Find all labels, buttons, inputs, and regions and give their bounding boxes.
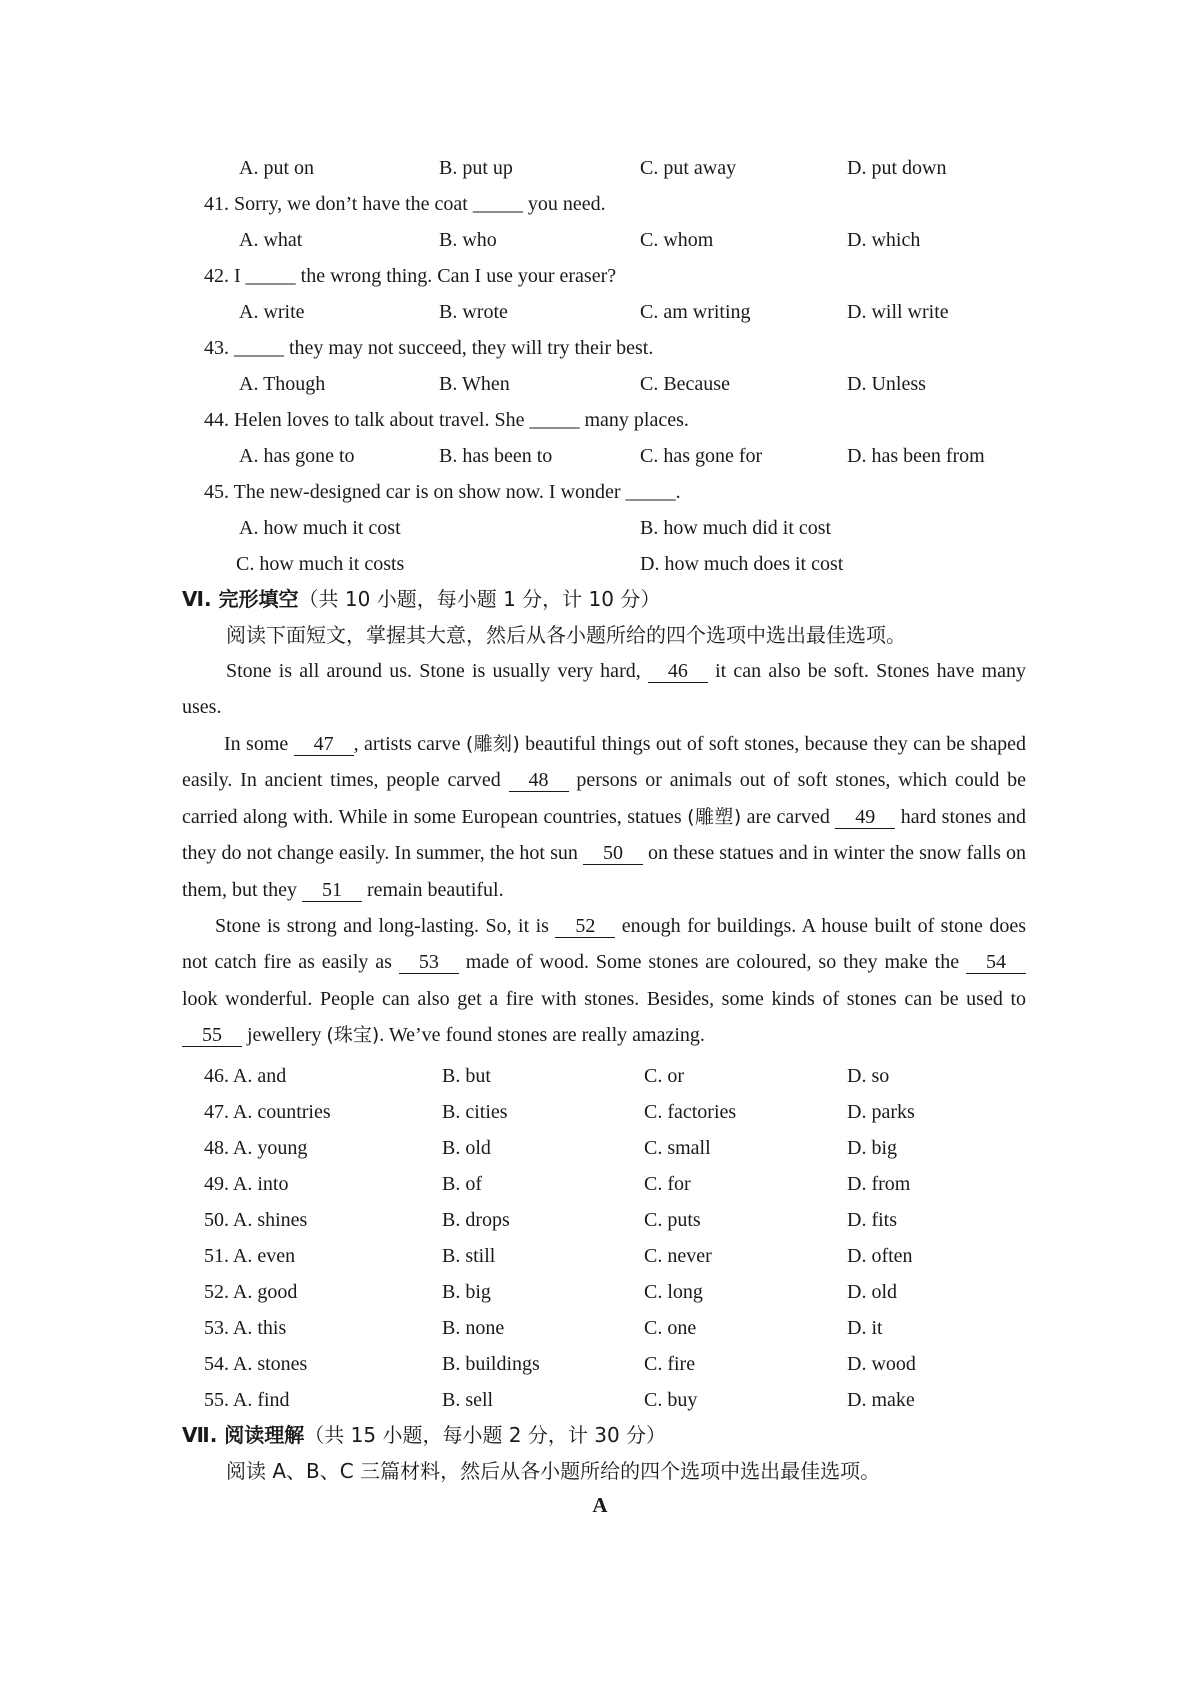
gloss-statue: (雕塑): [687, 805, 742, 828]
option: C. long: [644, 1281, 703, 1303]
option: D. which: [847, 229, 921, 251]
section-title: Ⅵ. 完形填空: [182, 587, 299, 611]
option: B. who: [439, 229, 497, 251]
q43-options: [0, 369, 1200, 399]
option: C. buy: [644, 1389, 698, 1411]
cloze-question-55: [0, 1385, 1200, 1415]
section-scoring: （共 10 小题，每小题 1 分，计 10 分）: [298, 587, 661, 611]
option: B. When: [439, 373, 510, 395]
option: B. but: [442, 1065, 491, 1087]
option: B. wrote: [439, 301, 508, 323]
q40-options: [0, 153, 1200, 183]
blank-50: 50: [583, 842, 643, 865]
option: C. put away: [640, 157, 737, 179]
option: C. how much it costs: [236, 553, 405, 575]
section-instruction: 阅读 A、B、C 三篇材料，然后从各小题所给的四个选项中选出最佳选项。: [226, 1459, 881, 1483]
cloze-question-48: [0, 1133, 1200, 1163]
cloze-question-49: [0, 1169, 1200, 1199]
option: D. often: [847, 1245, 913, 1267]
blank-52: 52: [555, 915, 615, 938]
option: A. how much it cost: [239, 517, 401, 539]
q45-stem-row: [0, 477, 1200, 507]
cloze-question-46: [0, 1061, 1200, 1091]
blank-47: 47: [294, 733, 354, 756]
option: D. from: [847, 1173, 911, 1195]
option: C. one: [644, 1317, 697, 1339]
question-stem: 41. Sorry, we don’t have the coat _____ you need.: [204, 193, 606, 215]
option: D. will write: [847, 301, 949, 323]
question-stem: 45. The new-designed car is on show now. I wonder _____.: [204, 481, 681, 503]
section-6-heading: [0, 584, 1200, 614]
gloss-jewellery: (珠宝): [326, 1024, 380, 1047]
passage-paragraph-3: [182, 908, 1026, 1054]
q45-options-row1: [0, 513, 1200, 543]
passage-text: are carved: [741, 805, 836, 828]
cloze-question-52: [0, 1277, 1200, 1307]
option: C. has gone for: [640, 445, 763, 467]
option: B. big: [442, 1281, 491, 1303]
passage-text: . We’ve found stones are really amazing.: [379, 1024, 705, 1047]
option: 55. A. find: [204, 1389, 290, 1411]
option: D. it: [847, 1317, 883, 1339]
reading-part-label: A: [592, 1493, 608, 1517]
section-scoring: （共 15 小题，每小题 2 分，计 30 分）: [304, 1423, 667, 1447]
q45-options-row2: [0, 549, 1200, 579]
option: B. buildings: [442, 1353, 540, 1375]
option: A. has gone to: [239, 445, 355, 467]
blank-54: 54: [966, 951, 1026, 974]
option: B. put up: [439, 157, 513, 179]
q42-stem-row: [0, 261, 1200, 291]
option: A. put on: [239, 157, 314, 179]
question-stem: 44. Helen loves to talk about travel. She _____ many places.: [204, 409, 689, 431]
option: 53. A. this: [204, 1317, 287, 1339]
option: B. cities: [442, 1101, 508, 1123]
section-instruction: 阅读下面短文，掌握其大意，然后从各小题所给的四个选项中选出最佳选项。: [226, 623, 906, 647]
q41-stem-row: [0, 189, 1200, 219]
passage-text: look wonderful. People can also get a fire with stones. Besides, some kinds of stones can be used to: [182, 987, 1026, 1010]
section-6-instruction-row: [0, 620, 1200, 650]
option: B. none: [442, 1317, 505, 1339]
option: B. of: [442, 1173, 482, 1195]
option: 50. A. shines: [204, 1209, 308, 1231]
question-stem: 42. I _____ the wrong thing. Can I use your eraser?: [204, 265, 617, 287]
section-7-heading: [0, 1420, 1200, 1450]
option: C. factories: [644, 1101, 737, 1123]
option: 47. A. countries: [204, 1101, 331, 1123]
q41-options: [0, 225, 1200, 255]
option: C. whom: [640, 229, 714, 251]
option: A. write: [239, 301, 305, 323]
cloze-question-53: [0, 1313, 1200, 1343]
passage-text: Stone is strong and long-lasting. So, it is: [215, 915, 556, 937]
blank-49: 49: [835, 806, 895, 829]
section-7-instruction-row: [0, 1456, 1200, 1486]
option: 46. A. and: [204, 1065, 287, 1087]
cloze-question-50: [0, 1205, 1200, 1235]
option: D. make: [847, 1389, 915, 1411]
option: D. fits: [847, 1209, 897, 1231]
option: D. wood: [847, 1353, 916, 1375]
option: D. how much does it cost: [640, 553, 844, 575]
passage-text: hard stones and they do not change easily. In summer, the hot sun: [182, 805, 1026, 865]
option: B. drops: [442, 1209, 510, 1231]
blank-55: 55: [182, 1024, 242, 1047]
option: C. for: [644, 1173, 691, 1195]
option: B. has been to: [439, 445, 553, 467]
option: C. Because: [640, 373, 730, 395]
option: 52. A. good: [204, 1281, 298, 1303]
passage-text: Stone is all around us. Stone is usually very hard,: [226, 660, 648, 682]
option: 48. A. young: [204, 1137, 308, 1159]
option: 49. A. into: [204, 1173, 289, 1195]
option: D. old: [847, 1281, 897, 1303]
option: C. never: [644, 1245, 712, 1267]
passage-text: it can also be soft. Stones have many uses.: [182, 660, 1026, 719]
cloze-question-54: [0, 1349, 1200, 1379]
q42-options: [0, 297, 1200, 327]
section-title: Ⅶ. 阅读理解: [182, 1423, 305, 1447]
option: 54. A. stones: [204, 1353, 308, 1375]
blank-46: 46: [648, 660, 708, 683]
cloze-question-51: [0, 1241, 1200, 1271]
option: D. put down: [847, 157, 947, 179]
q44-options: [0, 441, 1200, 471]
passage-text: enough for buildings. A house built of stone does not catch fire as easily as: [182, 915, 1026, 974]
passage-text: remain beautiful.: [361, 878, 504, 901]
option: D. Unless: [847, 373, 926, 395]
option: D. so: [847, 1065, 890, 1087]
blank-51: 51: [302, 879, 362, 902]
option: D. has been from: [847, 445, 985, 467]
option: 51. A. even: [204, 1245, 296, 1267]
passage-text: on these statues and in winter the snow falls on them, but they: [182, 842, 1026, 901]
option: C. am writing: [640, 301, 751, 323]
blank-48: 48: [509, 769, 569, 792]
option: C. fire: [644, 1353, 696, 1375]
passage-text: persons or animals out of soft stones, which could be carried along with. While in some European countries, statues: [182, 769, 1027, 828]
passage-text: jewellery: [242, 1024, 327, 1047]
option: C. or: [644, 1065, 684, 1087]
option: D. parks: [847, 1101, 915, 1123]
q44-stem-row: [0, 405, 1200, 435]
passage-paragraph-1: [182, 653, 1026, 726]
question-stem: 43. _____ they may not succeed, they will try their best.: [204, 337, 654, 359]
option: B. still: [442, 1245, 496, 1267]
q43-stem-row: [0, 333, 1200, 363]
passage-text: , artists carve: [353, 733, 466, 755]
cloze-question-47: [0, 1097, 1200, 1127]
passage-paragraph-2: [182, 726, 1026, 908]
option: A. what: [239, 229, 303, 251]
passage-text: beautiful things out of soft stones, because they can be shaped easily. In ancient times, people carved: [182, 733, 1026, 792]
option: C. puts: [644, 1209, 701, 1231]
passage-text: made of wood. Some stones are coloured, so they make the: [458, 951, 966, 974]
option: C. small: [644, 1137, 711, 1159]
gloss-carve: (雕刻): [465, 733, 520, 755]
option: D. big: [847, 1137, 897, 1159]
passage-text: In some: [224, 733, 294, 755]
option: A. Though: [239, 373, 326, 395]
blank-53: 53: [399, 951, 459, 974]
option: B. sell: [442, 1389, 494, 1411]
option: B. how much did it cost: [640, 517, 832, 539]
option: B. old: [442, 1137, 491, 1159]
